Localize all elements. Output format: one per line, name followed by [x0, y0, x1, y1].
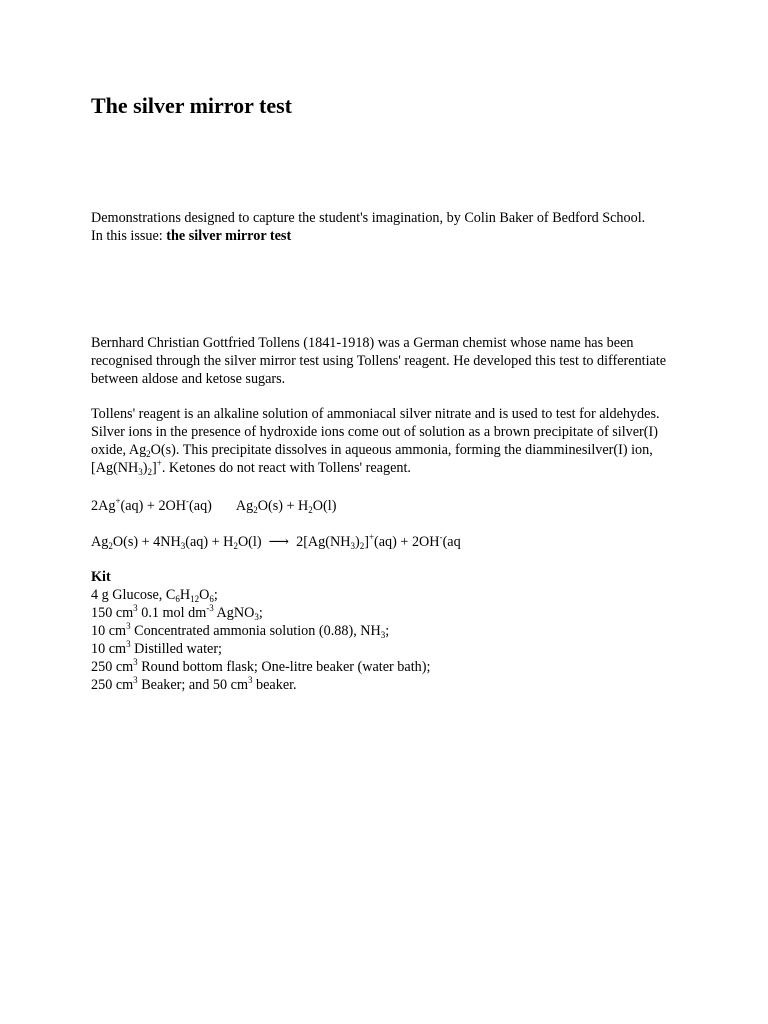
reagent-text: O(s). This precipitate dissolves in aqueous ammonia, forming the diamminesilver(I) ion, [Ag(NH [91, 442, 653, 476]
superscript: 3 [133, 603, 138, 613]
superscript: 3 [126, 639, 131, 649]
tollens-bio-paragraph: Bernhard Christian Gottfried Tollens (1841-1918) was a German chemist whose name has been recognised through the silver mirror test using Tollens' reagent. He developed this test to differentiate between aldose and ketose sugars. [91, 335, 667, 387]
subscript: 6 [209, 594, 214, 604]
superscript: 3 [133, 675, 138, 685]
subscript: 3 [380, 630, 386, 640]
equation-term: ] [364, 534, 369, 550]
equation-term: (aq) [189, 498, 212, 514]
subscript: 2 [147, 467, 153, 477]
subscript: 2 [253, 505, 258, 515]
superscript: 3 [133, 657, 138, 667]
equation-term: O(s) + H [257, 498, 309, 514]
kit-text: Concentrated ammonia solution (0.88), NH [130, 623, 381, 639]
equation-term: Ag [235, 498, 254, 514]
reagent-text: ] [152, 460, 157, 476]
subscript: 3 [254, 612, 259, 622]
kit-text: 250 cm [91, 659, 134, 675]
kit-text: ; [258, 605, 263, 621]
kit-text: ; [385, 623, 390, 639]
reagent-text: Tollens' reagent is an alkaline solution of ammoniacal silver nitrate and is used to test for aldehydes. Silver ions in the presence of hydroxide ions come out of solution as a brown precipitate of silver(I) oxide, Ag [91, 406, 660, 458]
kit-item-glucose [91, 586, 676, 604]
kit-list [91, 568, 676, 694]
superscript: - [186, 496, 190, 506]
kit-item-flask [91, 658, 676, 676]
superscript: 3 [247, 675, 253, 685]
kit-text: 250 cm [91, 677, 134, 693]
equation-term: (aq) + 2OH [374, 534, 440, 550]
subscript: 2 [308, 505, 313, 515]
subscript: 6 [175, 594, 180, 604]
equation-term: ) [354, 534, 360, 550]
kit-item-silver-nitrate [91, 604, 676, 622]
superscript: + [115, 496, 121, 506]
equation-term: (aq) + H [185, 534, 234, 550]
kit-text: Round bottom flask; One-litre beaker (water bath); [137, 659, 431, 675]
reagent-text: . Ketones do not react with Tollens' reagent. [161, 460, 411, 476]
equation-term: O(l) [312, 498, 337, 514]
kit-text: O [199, 587, 210, 603]
subscript: 2 [146, 449, 151, 459]
issue-prefix: In this issue: [91, 228, 167, 244]
kit-text: H [179, 587, 191, 603]
issue-topic: the silver mirror test [166, 228, 292, 244]
kit-text: AgNO [213, 605, 255, 621]
equation-term: O(s) + 4NH [112, 534, 181, 550]
issue-line [91, 227, 661, 245]
superscript: -3 [206, 603, 214, 613]
kit-text: Distilled water; [130, 641, 222, 657]
equation-term: (aq [442, 534, 461, 550]
kit-item-water [91, 640, 676, 658]
kit-heading: Kit [91, 569, 111, 585]
equation-2 [91, 533, 461, 551]
kit-text: beaker. [252, 677, 297, 693]
superscript: - [439, 532, 443, 542]
kit-text: 4 g Glucose, C [91, 587, 176, 603]
kit-text: ; [213, 587, 218, 603]
tollens-reagent-paragraph [91, 405, 676, 477]
equation-term: 2Ag [91, 498, 116, 514]
equation-term: Ag [91, 534, 109, 550]
subscript: 2 [108, 541, 113, 551]
superscript: 3 [126, 621, 131, 631]
kit-text: Beaker; and 50 cm [137, 677, 248, 693]
kit-item-ammonia [91, 622, 676, 640]
subscript: 2 [233, 541, 238, 551]
subscript: 3 [350, 541, 355, 551]
superscript: + [368, 532, 375, 542]
subscript: 2 [359, 541, 365, 551]
reagent-text: ) [142, 460, 148, 476]
equation-1 [91, 497, 336, 515]
byline: Demonstrations designed to capture the student's imagination, by Colin Baker of Bedford School. [91, 210, 646, 226]
intro-section [91, 209, 661, 245]
equation-term: (aq) + 2OH [120, 498, 187, 514]
kit-item-beakers [91, 676, 676, 694]
equation-term: O(l) ⟶ 2[Ag(NH [237, 534, 351, 550]
kit-text: 10 cm [91, 641, 127, 657]
subscript: 3 [138, 467, 143, 477]
subscript: 12 [190, 594, 200, 604]
kit-text: 0.1 mol dm [137, 605, 207, 621]
kit-text: 10 cm [91, 623, 127, 639]
page-title: The silver mirror test [91, 93, 293, 118]
superscript: + [156, 458, 162, 468]
kit-text: 150 cm [91, 605, 134, 621]
subscript: 3 [180, 541, 186, 551]
